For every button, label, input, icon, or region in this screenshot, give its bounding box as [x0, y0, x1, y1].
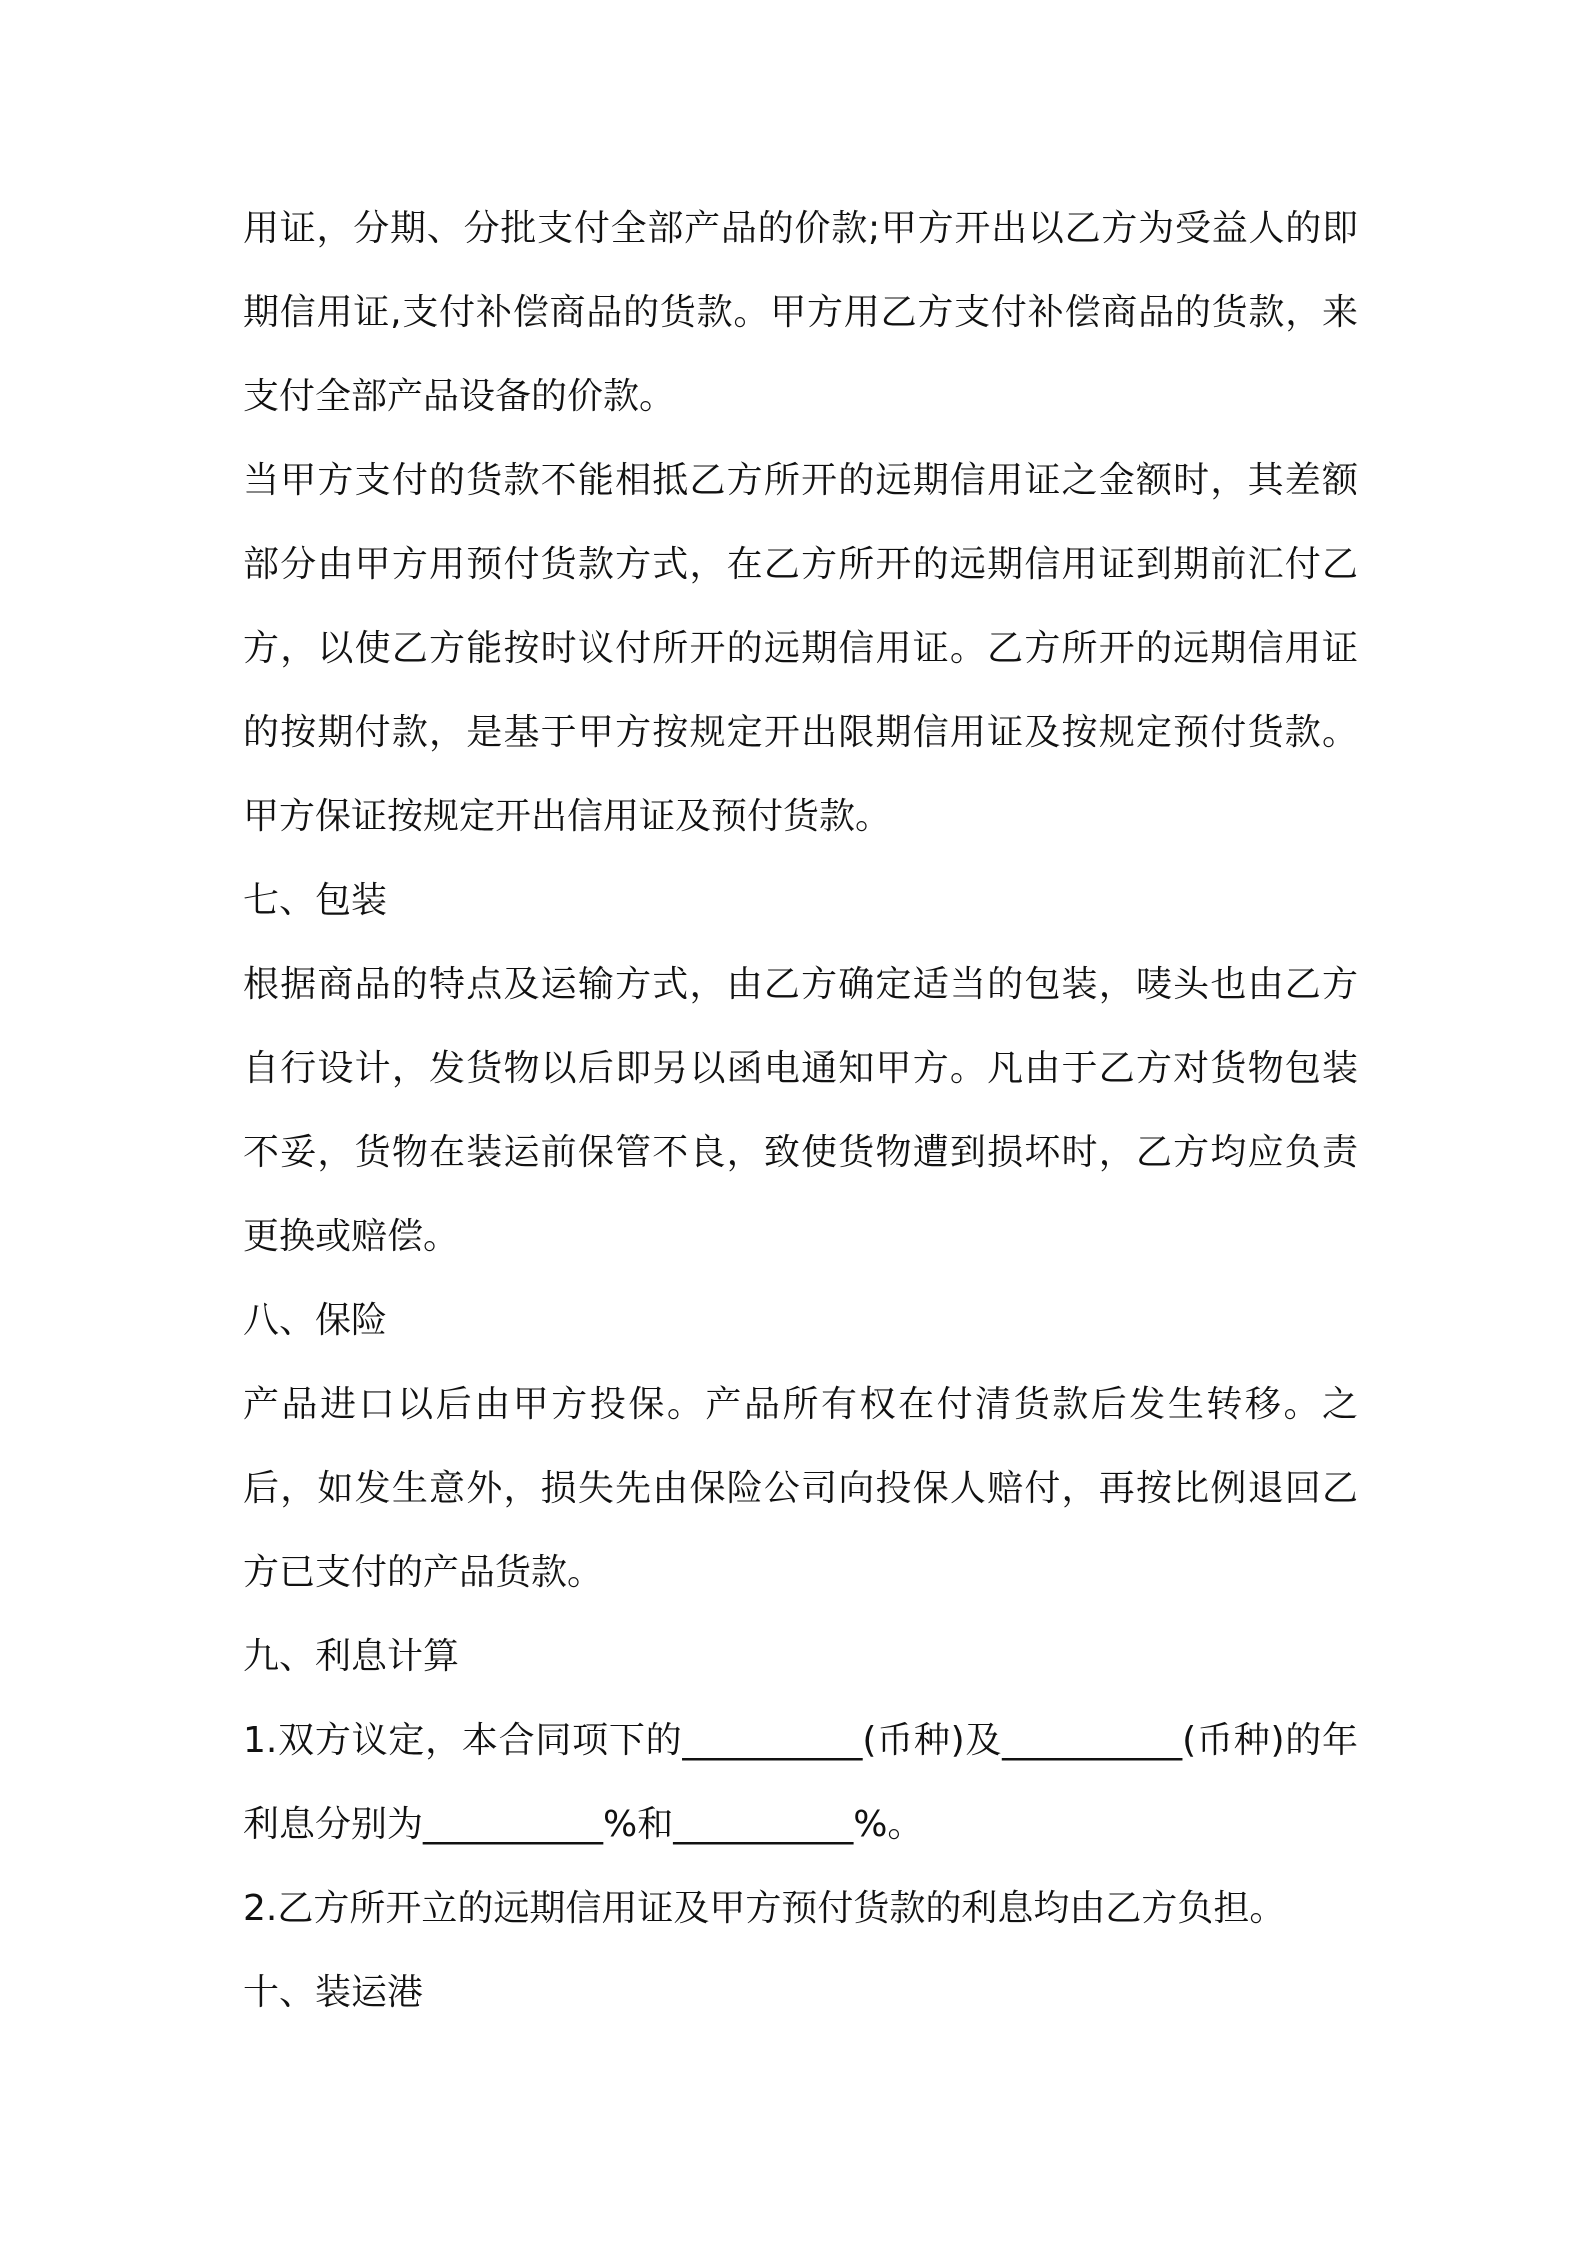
section-heading-shipping-port: 十、装运港 [243, 1972, 424, 2013]
paragraph-packaging: 根据商品的特点及运输方式，由乙方确定适当的包装，唛头也由乙方自行设计，发货物以后即另以函电通知甲方。凡由于乙方对货物包装不妥，货物在装运前保管不良，致使货物遭到损坏时，乙方均应负责更换或赔偿。 [243, 964, 1358, 1257]
paragraph-payment-method: 用证，分期、分批支付全部产品的价款;甲方开出以乙方为受益人的即期信用证,支付补偿商品的货款。甲方用乙方支付补偿商品的货款，来支付全部产品设备的价款。 [243, 208, 1358, 417]
document-body [243, 187, 1358, 2035]
paragraph-payment-difference: 当甲方支付的货款不能相抵乙方所开的远期信用证之金额时，其差额部分由甲方用预付货款方式，在乙方所开的远期信用证到期前汇付乙方，以使乙方能按时议付所开的远期信用证。乙方所开的远期信用证的按期付款，是基于甲方按规定开出限期信用证及按规定预付货款。甲方保证按规定开出信用证及预付货款。 [243, 460, 1358, 837]
section-heading-interest: 九、利息计算 [243, 1636, 460, 1677]
section-heading-insurance: 八、保险 [243, 1300, 388, 1341]
paragraph-insurance: 产品进口以后由甲方投保。产品所有权在付清货款后发生转移。之后，如发生意外，损失先由保险公司向投保人赔付，再按比例退回乙方已支付的产品货款。 [243, 1384, 1358, 1593]
paragraph-interest-rate: 1.双方议定，本合同项下的__________(币种)及__________(币种)的年利息分别为__________%和__________%。 [243, 1720, 1358, 1845]
section-heading-packaging: 七、包装 [243, 880, 388, 921]
paragraph-interest-burden: 2.乙方所开立的远期信用证及甲方预付货款的利息均由乙方负担。 [243, 1888, 1286, 1929]
